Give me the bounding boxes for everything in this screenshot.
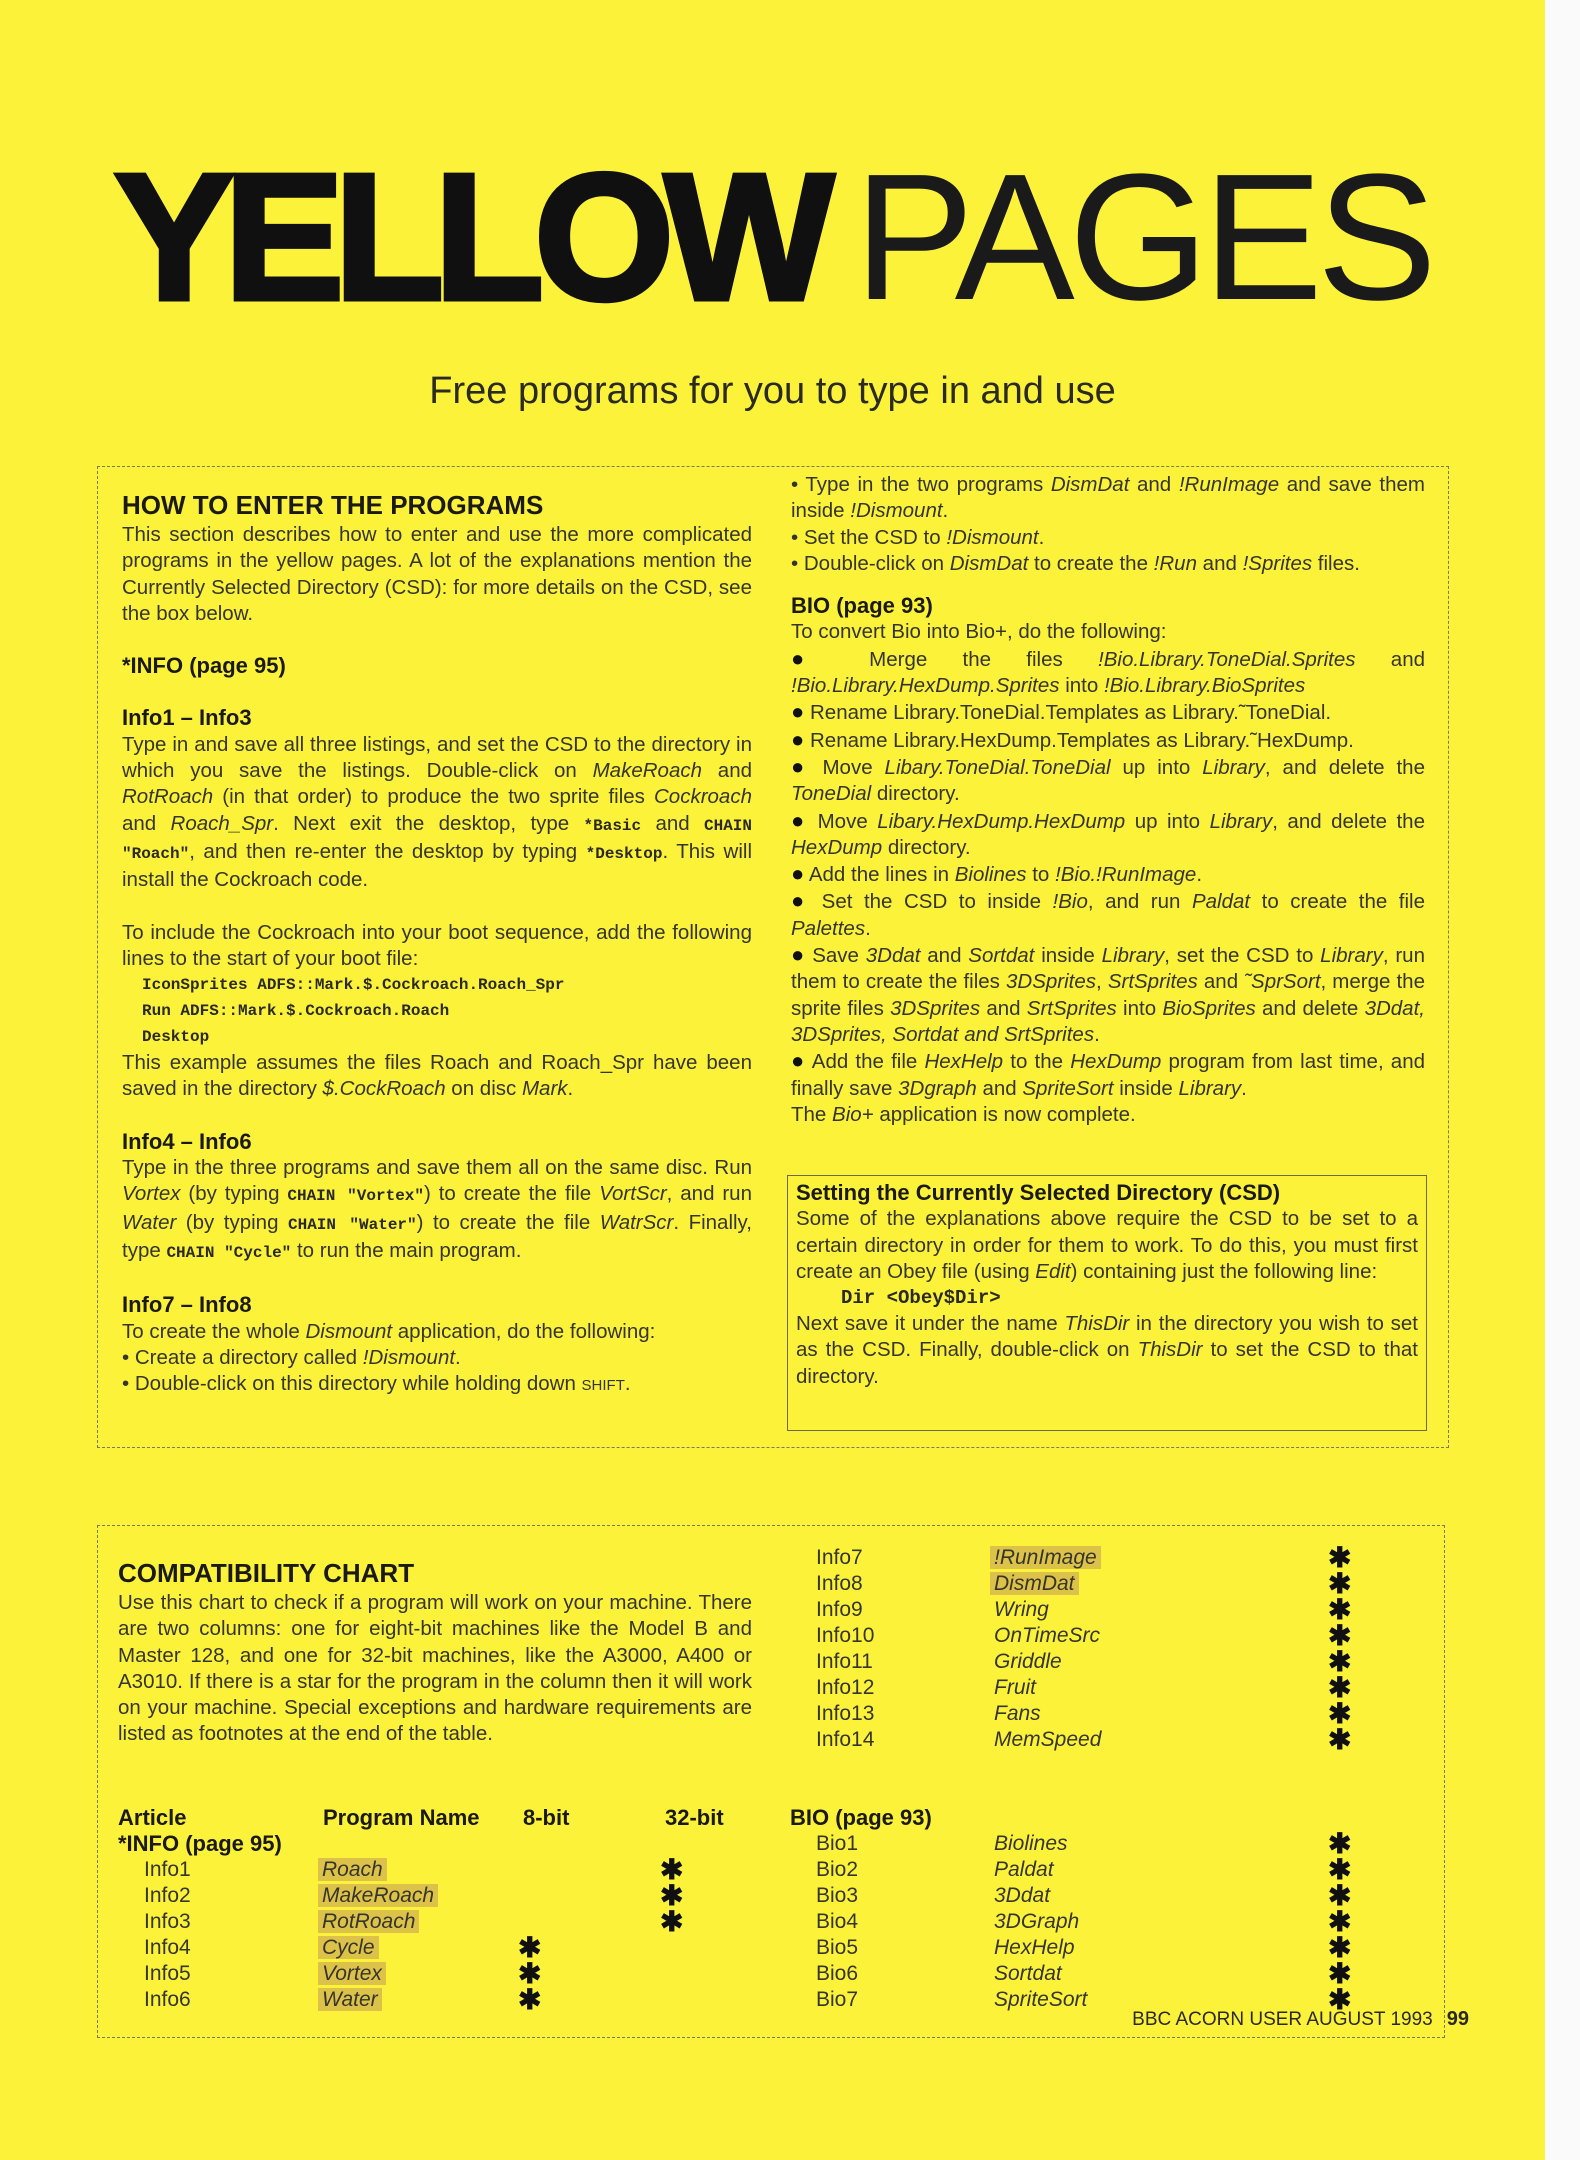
bio-heading: BIO (page 93): [791, 593, 933, 619]
star-32bit-icon: ✱: [660, 1880, 684, 1911]
program-name: DismDat: [990, 1572, 1079, 1595]
program-name: MemSpeed: [994, 1728, 1102, 1751]
bullet-set-csd: • Set the CSD to !Dismount.: [791, 525, 1045, 549]
bio-step-5: ● Move Libary.HexDump.HexDump up into Library, and delete the HexDump directory.: [791, 807, 1425, 859]
program-name: OnTimeSrc: [994, 1624, 1100, 1647]
info1-3-heading: Info1 – Info3: [122, 705, 252, 731]
how-to-intro: This section describes how to enter and use the more complicated programs in the yellow pages. A lot of the explanations mention the Currently Selected Directory (CSD): for more details on the CSD, see the box below.: [122, 523, 752, 625]
star-32bit-icon: ✱: [1328, 1958, 1352, 1989]
boot-code-line-3: Desktop: [142, 1028, 210, 1047]
article-cell: Bio2: [816, 1858, 859, 1881]
star-8bit-icon: ✱: [518, 1958, 542, 1989]
program-cell: [990, 1701, 1041, 1727]
star-32bit-icon: ✱: [1328, 1984, 1352, 2015]
program-name: 3Ddat: [994, 1884, 1051, 1907]
program-cell: [990, 1545, 1101, 1571]
program-cell: [318, 1883, 438, 1909]
info7-8-heading: Info7 – Info8: [122, 1292, 252, 1318]
col-article: Article: [118, 1805, 187, 1830]
boot-text: To include the Cockroach into your boot sequence, add the following lines to the start of your boot file:: [122, 920, 752, 970]
program-name: Fans: [994, 1702, 1041, 1725]
title-bold: YELLOW: [114, 137, 825, 338]
info7-8-text: To create the whole Dismount application, do the following:: [122, 1319, 656, 1343]
bio-step-3: ● Rename Library.HexDump.Templates as Library.˜HexDump.: [791, 726, 1354, 752]
program-cell: [318, 1935, 379, 1961]
page-title: [0, 137, 1545, 338]
article-cell: Bio6: [816, 1962, 859, 1985]
article-cell: Bio7: [816, 1988, 859, 2011]
bullet-double-click: • Double-click on this directory while holding down SHIFT.: [122, 1372, 631, 1396]
compatibility-table-left: [118, 1805, 758, 2025]
csd-box: [787, 1175, 1427, 1431]
program-cell: [990, 1649, 1062, 1675]
star-8bit-icon: ✱: [518, 1932, 542, 1963]
star-32bit-icon: ✱: [1328, 1620, 1352, 1651]
program-name: MakeRoach: [318, 1884, 438, 1907]
program-cell: [990, 1571, 1079, 1597]
compatibility-heading: COMPATIBILITY CHART: [118, 1558, 415, 1588]
title-thin: PAGES: [854, 137, 1431, 338]
article-cell: Info13: [816, 1702, 875, 1725]
article-cell: Info9: [816, 1598, 863, 1621]
bio-step-1: ● Merge the files !Bio.Library.ToneDial.Sprites and !Bio.Library.HexDump.Sprites into !Bio.Library.BioSprites: [791, 645, 1426, 698]
star-32bit-icon: ✱: [1328, 1646, 1352, 1677]
star-32bit-icon: ✱: [1328, 1854, 1352, 1885]
program-name: Sortdat: [994, 1962, 1062, 1985]
program-name: Fruit: [994, 1676, 1036, 1699]
program-cell: [990, 1727, 1101, 1753]
program-name: !RunImage: [990, 1546, 1101, 1569]
bio-final: The Bio+ application is now complete.: [791, 1102, 1136, 1126]
compatibility-intro: Use this chart to check if a program will work on your machine. There are two columns: one for eight-bit machines like the Model B and Master 128, and one for 32-bit machines, like the A3000, A400 or A3010. If there is a star for the program in the column then it will work on your machine. Special exceptions and hardware requirements are listed as footnotes at the end of the table.: [118, 1591, 752, 1746]
csd-text: Some of the explanations above require the CSD to be set to a certain directory in order for them to work. To do this, you must first create an Obey file (using Edit) containing just the following line:: [796, 1207, 1418, 1283]
article-cell: Info4: [144, 1936, 191, 1959]
program-cell: [990, 1961, 1062, 1987]
info1-3-text: Type in and save all three listings, and set the CSD to the directory in which you save the listings. Double-click on MakeRoach and RotRoach (in that order) to produce the two sprite files Cockroach and Roach_Spr. Next exit the desktop, type *Basic and CHAIN "Roach", and then re-enter the desktop by typing *Desktop. This will install the Cockroach code.: [122, 732, 752, 892]
article-cell: Bio3: [816, 1884, 859, 1907]
bio-intro: To convert Bio into Bio+, do the following:: [791, 620, 1167, 644]
article-cell: Info11: [816, 1650, 873, 1673]
star-32bit-icon: ✱: [1328, 1672, 1352, 1703]
table-row: [118, 1984, 758, 2015]
program-cell: [990, 1831, 1068, 1857]
program-cell: [990, 1987, 1087, 2013]
star-32bit-icon: ✱: [660, 1906, 684, 1937]
program-name: Water: [318, 1988, 382, 2011]
article-cell: Info6: [144, 1988, 191, 2011]
program-name: RotRoach: [318, 1910, 419, 1933]
page-footer: [1132, 2008, 1469, 2031]
how-to-column: [122, 488, 752, 1399]
bio-step-8: ● Save 3Ddat and Sortdat inside Library, set the CSD to Library, run them to create the files 3DSprites, SrtSprites and ˜SprSort, merge the sprite files 3DSprites and SrtSprites into BioSprites and delete 3Ddat, 3DSprites, Sortdat and SrtSprites.: [791, 942, 1425, 1046]
bullet-double-click-dismdat: • Double-click on DismDat to create the !Run and !Sprites files.: [791, 551, 1360, 575]
program-name: Paldat: [994, 1858, 1054, 1881]
star-32bit-icon: ✱: [1328, 1698, 1352, 1729]
star-32bit-icon: ✱: [1328, 1828, 1352, 1859]
bio-step-9: ● Add the file HexHelp to the HexDump program from last time, and finally save 3Dgraph and SpriteSort inside Library.: [791, 1048, 1425, 1100]
article-cell: Info10: [816, 1624, 875, 1647]
program-name: Cycle: [318, 1936, 379, 1959]
article-cell: Info14: [816, 1728, 875, 1751]
csd-heading: Setting the Currently Selected Directory (CSD): [796, 1180, 1281, 1205]
star-32bit-icon: ✱: [1328, 1568, 1352, 1599]
bio-step-7: ● Set the CSD to inside !Bio, and run Paldat to create the file Palettes.: [791, 888, 1425, 940]
program-cell: [990, 1857, 1054, 1883]
bullet-type-programs: • Type in the two programs DismDat and !RunImage and save them inside !Dismount.: [791, 473, 1425, 523]
program-cell: [990, 1883, 1050, 1909]
how-to-heading: HOW TO ENTER THE PROGRAMS: [122, 490, 544, 520]
star-8bit-icon: ✱: [518, 1984, 542, 2015]
table-row: [118, 1958, 758, 1989]
article-cell: Info5: [144, 1962, 191, 1985]
article-cell: Bio4: [816, 1910, 859, 1933]
program-cell: [318, 1961, 386, 1987]
info-section-label: *INFO (page 95): [118, 1831, 282, 1856]
program-name: HexHelp: [994, 1936, 1075, 1959]
program-cell: [990, 1623, 1100, 1649]
program-name: Roach: [318, 1858, 387, 1881]
bio-step-6: ● Add the lines in Biolines to !Bio.!RunImage.: [791, 861, 1203, 887]
magazine-credit: BBC ACORN USER AUGUST 1993: [1132, 2009, 1433, 2030]
info4-6-text: Type in the three programs and save them all on the same disc. Run Vortex (by typing CHAIN "Vortex") to create the file VortScr, and run Water (by typing CHAIN "Water") to create the file WatrScr. Finally, type CHAIN "Cycle" to run the main program.: [122, 1156, 752, 1262]
csd-text-2: Next save it under the name ThisDir in the directory you wish to set as the CSD. Finally, double-click on ThisDir to set the CSD to that directory.: [796, 1312, 1418, 1388]
info4-6-heading: Info4 – Info6: [122, 1128, 252, 1154]
bullet-create-dir: • Create a directory called !Dismount.: [122, 1345, 461, 1369]
star-32bit-icon: ✱: [660, 1854, 684, 1885]
csd-code: Dir <Obey$Dir>: [841, 1287, 1001, 1310]
bio-step-4: ● Move Libary.ToneDial.ToneDial up into Library, and delete the ToneDial directory.: [791, 753, 1425, 806]
star-32bit-icon: ✱: [1328, 1594, 1352, 1625]
info-section-heading: *INFO (page 95): [122, 653, 286, 679]
col-program: Program Name: [323, 1805, 480, 1830]
table-row: [790, 1724, 1430, 1755]
boot-code-line-2: Run ADFS::Mark.$.Cockroach.Roach: [142, 1002, 450, 1021]
article-cell: Info1: [144, 1858, 191, 1881]
program-cell: [990, 1675, 1036, 1701]
bio-column: [791, 472, 1425, 1128]
article-cell: Info7: [816, 1546, 863, 1569]
table-row: [118, 1932, 758, 1963]
article-cell: Info3: [144, 1910, 191, 1933]
page-number: 99: [1446, 2008, 1469, 2030]
star-32bit-icon: ✱: [1328, 1724, 1352, 1755]
col-8bit: 8-bit: [523, 1805, 570, 1830]
program-cell: [318, 1909, 419, 1935]
program-name: Vortex: [318, 1962, 386, 1985]
program-cell: [990, 1935, 1075, 1961]
compatibility-table-right: [790, 1542, 1430, 2025]
table-header: [118, 1805, 758, 1831]
article-cell: Info8: [816, 1572, 863, 1595]
bio-step-2: ● Rename Library.ToneDial.Templates as Library.˜ToneDial.: [791, 699, 1332, 725]
program-name: SpriteSort: [994, 1988, 1088, 2011]
article-cell: Info2: [144, 1884, 191, 1907]
program-cell: [318, 1987, 382, 2013]
article-cell: Bio5: [816, 1936, 859, 1959]
program-name: Griddle: [994, 1650, 1062, 1673]
star-32bit-icon: ✱: [1328, 1932, 1352, 1963]
example-text: This example assumes the files Roach and Roach_Spr have been saved in the directory $.CockRoach on disc Mark.: [122, 1051, 752, 1101]
col-32bit: 32-bit: [665, 1805, 724, 1830]
page-subtitle: Free programs for you to type in and use: [429, 370, 1116, 412]
bio-section-label: BIO (page 93): [790, 1805, 932, 1830]
page-edge: [1545, 0, 1580, 2160]
program-name: Wring: [994, 1598, 1049, 1621]
program-cell: [318, 1857, 387, 1883]
boot-code-line-1: IconSprites ADFS::Mark.$.Cockroach.Roach_Spr: [142, 976, 565, 995]
program-cell: [990, 1909, 1079, 1935]
star-32bit-icon: ✱: [1328, 1880, 1352, 1911]
star-32bit-icon: ✱: [1328, 1906, 1352, 1937]
compatibility-intro-column: [118, 1556, 752, 1748]
program-cell: [990, 1597, 1049, 1623]
star-32bit-icon: ✱: [1328, 1542, 1352, 1573]
table-row: [118, 1906, 758, 1937]
article-cell: Info12: [816, 1676, 875, 1699]
article-cell: Bio1: [816, 1832, 859, 1855]
program-name: 3DGraph: [994, 1910, 1080, 1933]
program-name: Biolines: [994, 1832, 1068, 1855]
